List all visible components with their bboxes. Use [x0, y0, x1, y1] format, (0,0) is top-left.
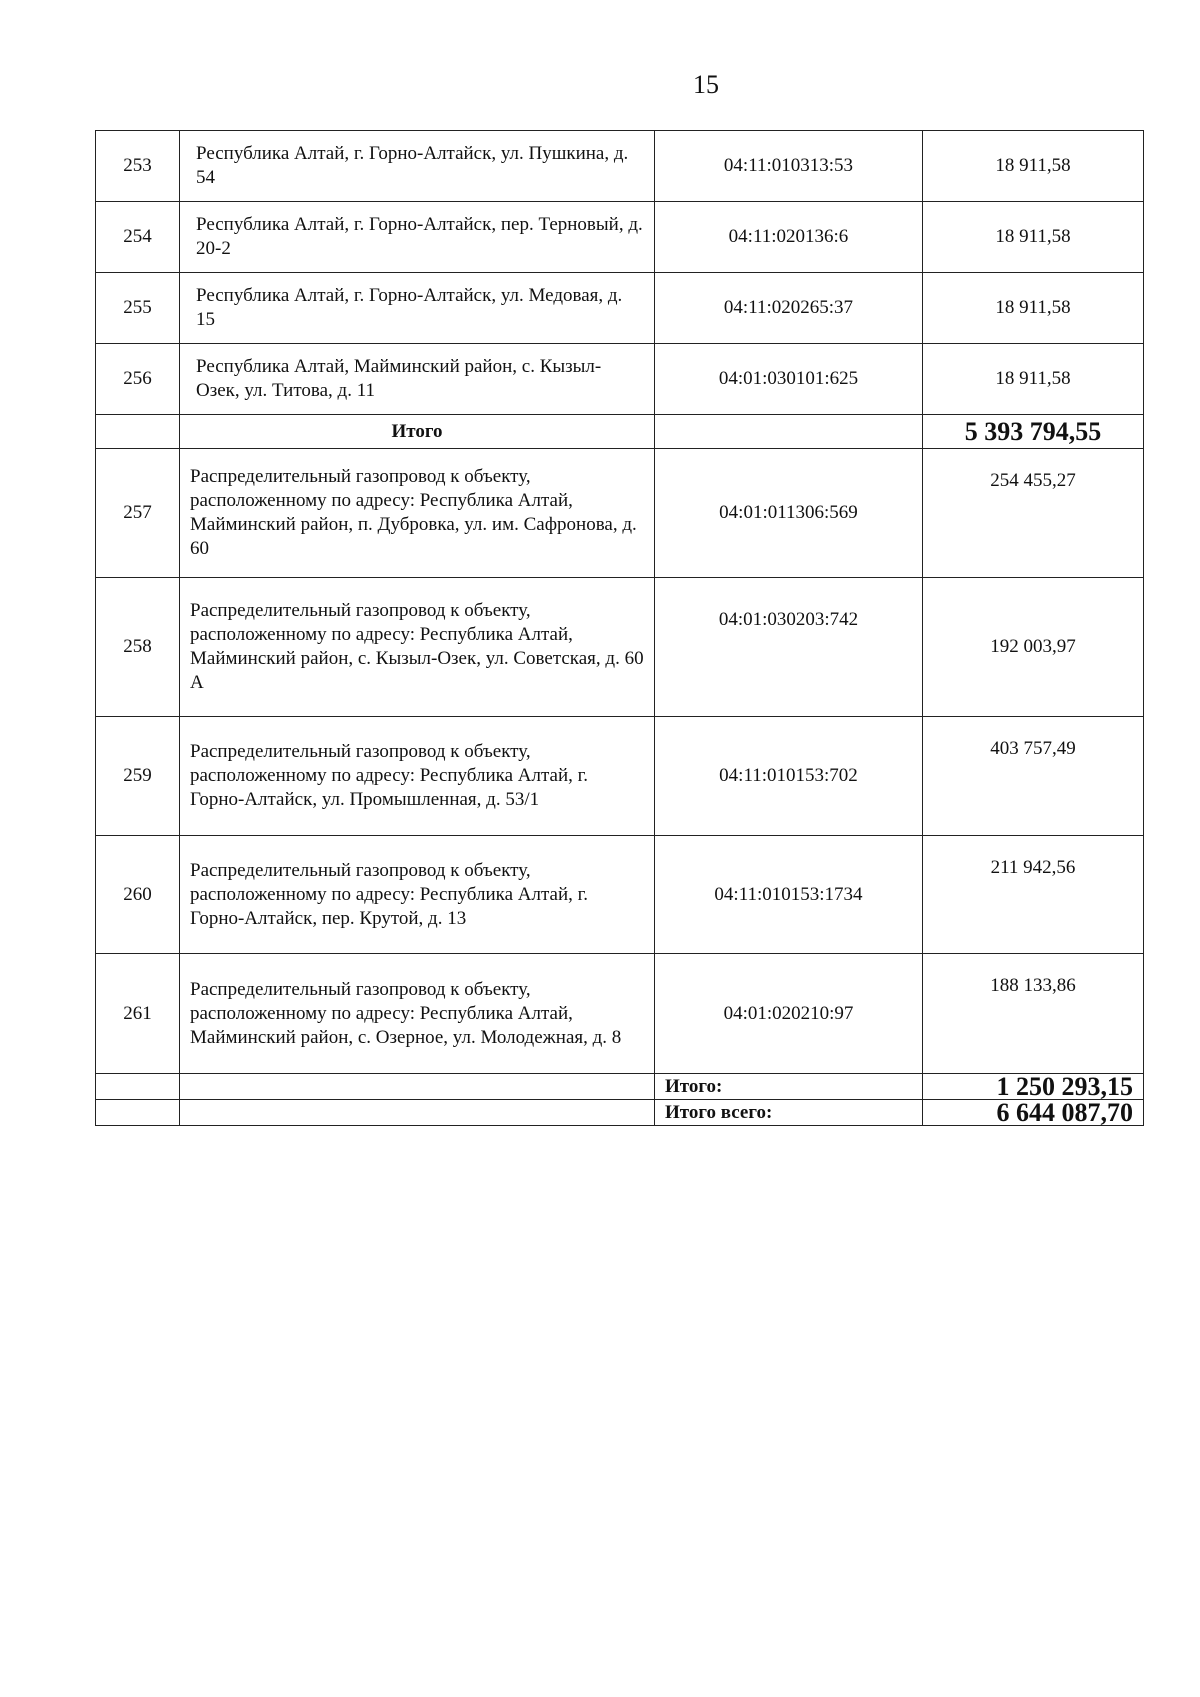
table-row [96, 717, 1144, 836]
row-amount: 403 757,49 [923, 717, 1144, 836]
row-cadastral-number: 04:11:010153:702 [655, 717, 923, 836]
subtotal-label: Итого [180, 415, 655, 449]
table-row [96, 578, 1144, 717]
empty-cell [96, 1074, 180, 1100]
property-registry-table [95, 130, 1144, 1126]
row-address: Распределительный газопровод к объекту, расположенному по адресу: Республика Алтай, г. Горно-Алтайск, пер. Крутой, д. 13 [180, 836, 655, 954]
row-address: Распределительный газопровод к объекту, расположенному по адресу: Республика Алтай, г. Горно-Алтайск, ул. Промышленная, д. 53/1 [180, 717, 655, 836]
row-address: Республика Алтай, г. Горно-Алтайск, ул. Пушкина, д. 54 [180, 131, 655, 202]
empty-cell [180, 1074, 655, 1100]
row-number: 253 [96, 131, 180, 202]
table-row [96, 836, 1144, 954]
row-amount: 254 455,27 [923, 449, 1144, 578]
row-number: 257 [96, 449, 180, 578]
subtotal-label: Итого: [655, 1074, 923, 1100]
subtotal-value: 5 393 794,55 [923, 415, 1144, 449]
row-amount: 18 911,58 [923, 202, 1144, 273]
row-address: Республика Алтай, г. Горно-Алтайск, пер. Терновый, д. 20-2 [180, 202, 655, 273]
row-address: Распределительный газопровод к объекту, расположенному по адресу: Республика Алтай, Майминский район, с. Кызыл-Озек, ул. Советская, д. 60 А [180, 578, 655, 717]
row-number: 260 [96, 836, 180, 954]
page-number: 15 [693, 70, 719, 99]
row-amount: 18 911,58 [923, 273, 1144, 344]
table-row [96, 202, 1144, 273]
row-amount: 192 003,97 [923, 578, 1144, 717]
empty-cell [96, 1100, 180, 1126]
row-address: Республика Алтай, Майминский район, с. Кызыл-Озек, ул. Титова, д. 11 [180, 344, 655, 415]
row-address: Распределительный газопровод к объекту, расположенному по адресу: Республика Алтай, Майминский район, с. Озерное, ул. Молодежная, д. 8 [180, 954, 655, 1074]
row-cadastral-number: 04:11:010153:1734 [655, 836, 923, 954]
grand-total-label: Итого всего: [655, 1100, 923, 1126]
row-cadastral-number: 04:01:030101:625 [655, 344, 923, 415]
grand-total-row [96, 1100, 1144, 1126]
row-cadastral-number: 04:01:020210:97 [655, 954, 923, 1074]
row-cadastral-number: 04:11:020136:6 [655, 202, 923, 273]
row-amount: 188 133,86 [923, 954, 1144, 1074]
table-row [96, 954, 1144, 1074]
row-number: 261 [96, 954, 180, 1074]
row-cadastral-number: 04:11:010313:53 [655, 131, 923, 202]
table-row [96, 131, 1144, 202]
row-number: 255 [96, 273, 180, 344]
table-row [96, 449, 1144, 578]
row-number: 254 [96, 202, 180, 273]
row-number: 258 [96, 578, 180, 717]
row-number: 256 [96, 344, 180, 415]
empty-cell [96, 415, 180, 449]
subtotal-value: 1 250 293,15 [923, 1074, 1144, 1100]
row-cadastral-number: 04:11:020265:37 [655, 273, 923, 344]
table-row [96, 344, 1144, 415]
empty-cell [180, 1100, 655, 1126]
row-amount: 18 911,58 [923, 131, 1144, 202]
empty-cell [655, 415, 923, 449]
row-cadastral-number: 04:01:011306:569 [655, 449, 923, 578]
row-number: 259 [96, 717, 180, 836]
row-address: Распределительный газопровод к объекту, расположенному по адресу: Республика Алтай, Майминский район, п. Дубровка, ул. им. Сафронова, д. 60 [180, 449, 655, 578]
table-row [96, 273, 1144, 344]
row-address: Республика Алтай, г. Горно-Алтайск, ул. Медовая, д. 15 [180, 273, 655, 344]
row-cadastral-number: 04:01:030203:742 [655, 578, 923, 717]
grand-total-value: 6 644 087,70 [923, 1100, 1144, 1126]
subtotal-row [96, 415, 1144, 449]
row-amount: 18 911,58 [923, 344, 1144, 415]
row-amount: 211 942,56 [923, 836, 1144, 954]
subtotal-row [96, 1074, 1144, 1100]
